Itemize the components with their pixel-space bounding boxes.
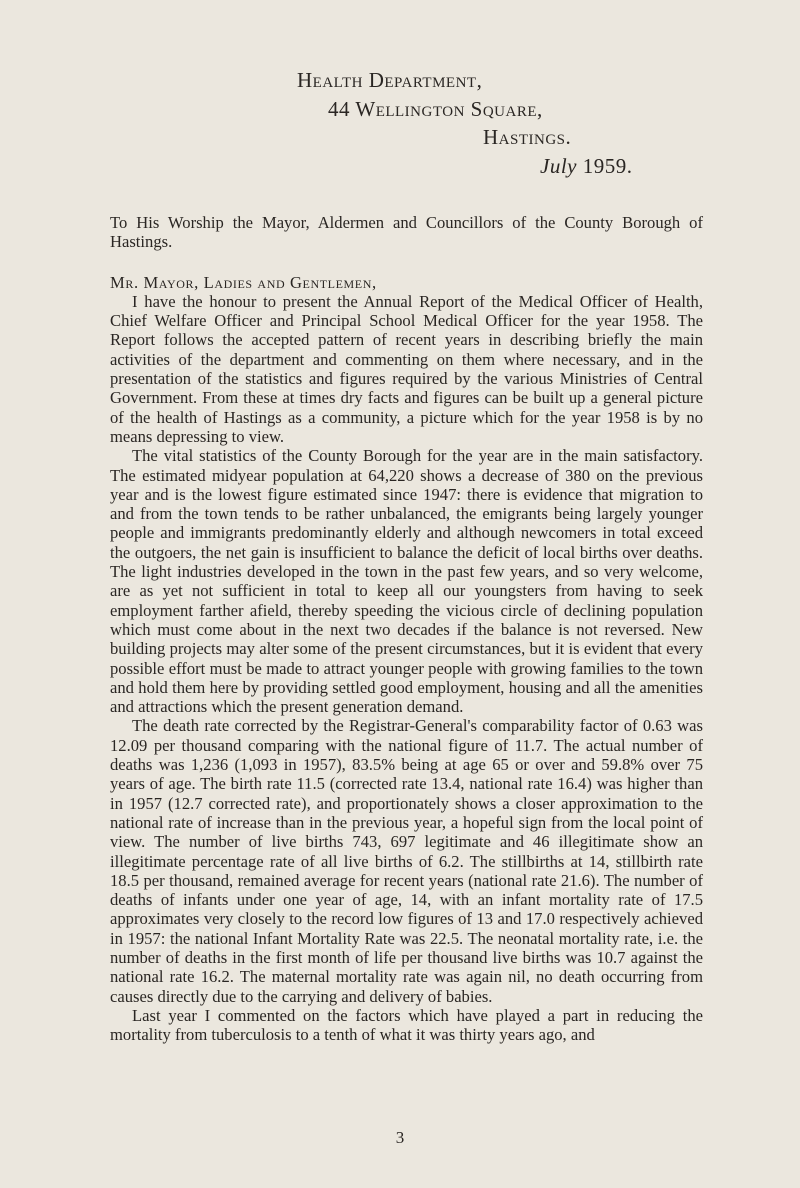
salutation: Mr. Mayor, Ladies and Gentlemen, <box>110 272 377 292</box>
letter-body <box>110 213 703 1044</box>
addressee: To His Worship the Mayor, Aldermen and Councillors of the County Borough of Hastings. <box>110 213 703 252</box>
date-month: July <box>540 154 577 178</box>
address-line-street: 44 Wellington Square, <box>328 97 543 121</box>
date-year: 1959. <box>582 154 633 178</box>
paragraph-death-rate: The death rate corrected by the Registrar-General's comparability factor of 0.63 was 12.09 per thousand comparing with the national figure of 11.7. The actual number of deaths was 1,236 (1,093 in 1957), 83.5% being at age 65 or over and 59.8% over 75 years of age. The birth rate 11.5 (corrected rate 13.4, national rate 16.4) was higher than in 1957 (12.7 corrected rate), and proportionately shows a closer approximation to the national rate of increase than in the previous year, a hopeful sign from the local point of view. The number of live births 743, 697 legitimate and 46 illegitimate show an illegitimate percentage rate of all live births of 6.2. The stillbirths at 14, stillbirth rate 18.5 per thousand, remained average for recent years (national rate 21.6). The number of deaths of infants under one year of age, 14, with an infant mortality rate of 17.5 approximates very closely to the record low figures of 13 and 17.0 respectively achieved in 1957: the national Infant Mortality Rate was 22.5. The neonatal mortality rate, i.e. the number of deaths in the first month of life per thousand live births was 10.7 against the national rate 16.2. The maternal mortality rate was again nil, no death occurring from causes directly due to the carrying and delivery of babies. <box>110 716 703 1006</box>
page-number: 3 <box>395 1128 405 1147</box>
address-line-town: Hastings. <box>483 125 572 149</box>
letter-date <box>540 152 632 180</box>
paragraph-report-intro: I have the honour to present the Annual Report of the Medical Officer of Health, Chief Welfare Officer and Principal School Medical Officer for the year 1958. The Report follows the accepted pattern of recent years in describing briefly the main activities of the department and commenting on them where necessary, and in the presentation of the statistics and figures required by the various Ministries of Central Government. From these at times dry facts and figures can be built up a general picture of the health of Hastings as a community, a picture which for the year 1958 is by no means depressing to view. <box>110 291 703 446</box>
address-line-department: Health Department, <box>297 68 483 92</box>
paragraph-tuberculosis: Last year I commented on the factors which have played a part in reducing the mortality from tuberculosis to a tenth of what it was thirty years ago, and <box>110 1005 703 1045</box>
paragraph-vital-statistics: The vital statistics of the County Borough for the year are in the main satisfactory. The estimated midyear population at 64,220 shows a decrease of 380 on the previous year and is the lowest figure estimated since 1947: there is evidence that migration to and from the town tends to be rather unbalanced, the emigrants being largely younger people and immigrants predominantly elderly and although newcomers in total exceed the outgoers, the net gain is insufficient to balance the deficit of local births over deaths. The light industries developed in the town in the past few years, and so very welcome, are as yet not sufficient in total to keep all our youngsters from having to seek employment farther afield, thereby speeding the vicious circle of declining population which must come about in the next two decades if the balance is not reversed. New building projects may alter some of the present circumstances, but it is evident that every possible effort must be made to attract younger people with growing families to the town and hold them here by providing settled good employment, housing and all the amenities and attractions which the present generation demand. <box>110 446 703 717</box>
